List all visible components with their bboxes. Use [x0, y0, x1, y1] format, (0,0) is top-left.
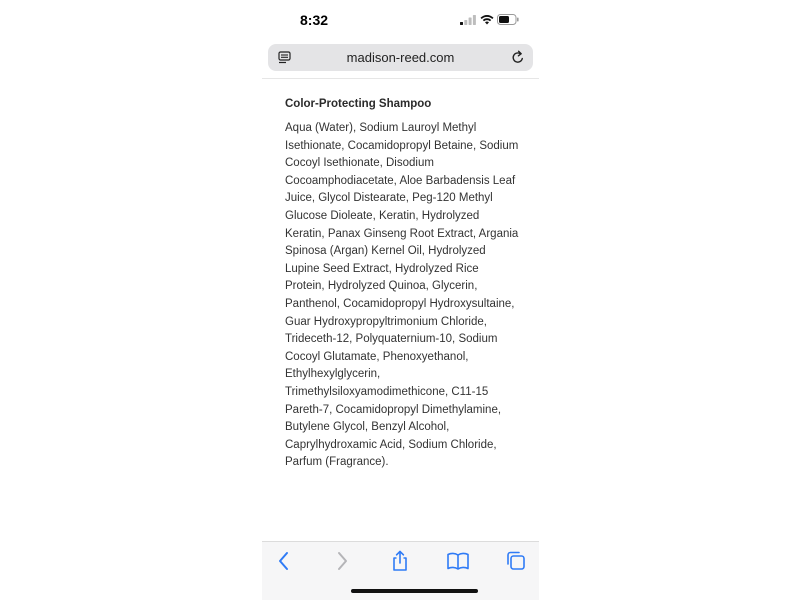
ingredients-text: Aqua (Water), Sodium Lauroyl Methyl Isethionate, Cocamidopropyl Betaine, Sodium Cocoyl Isethionate, Disodium Cocoamphodiacetate, Aloe Barbadensis Leaf Juice, Glycol Distearate, Peg-120 Methyl Glucose Dioleate, Keratin, Hydrolyzed Keratin, Panax Ginseng Root Extract, Argania Spinosa (Argan) Kernel Oil, Hydrolyzed Lupine Seed Extract, Hydrolyzed Rice Protein, Hydrolyzed Quinoa, Glycerin, Panthenol, Cocamidopropyl Hydroxysultaine, Guar Hydroxypropyltrimonium Chloride, Trideceth-12, Polyquaternium-10, Sodium Cocoyl Glutamate, Phenoxyethanol, Ethylhexylglycerin, Trimethylsiloxyamodimethicone, C11-15 Pareth-7, Cocamidopropyl Dimethylamine, Butylene Glycol, Benzyl Alcohol, Caprylhydroxamic Acid, Sodium Chloride, Parfum (Fragrance). — [285, 122, 519, 469]
forward-icon[interactable] — [330, 550, 354, 572]
battery-icon — [497, 14, 519, 25]
bookmarks-icon[interactable] — [446, 550, 470, 572]
status-time: 8:32 — [300, 12, 329, 28]
page-content — [285, 96, 520, 472]
product-title: Color-Protecting Shampoo — [285, 98, 432, 110]
share-icon[interactable] — [388, 550, 412, 572]
wifi-icon — [480, 14, 494, 25]
back-icon[interactable] — [272, 550, 296, 572]
address-bar[interactable] — [268, 44, 533, 71]
status-bar — [262, 0, 539, 40]
signal-icon — [460, 15, 476, 25]
header-divider — [262, 78, 539, 79]
tabs-icon[interactable] — [504, 550, 528, 572]
home-indicator[interactable] — [351, 589, 478, 593]
reload-icon[interactable] — [511, 50, 525, 65]
url-text[interactable]: madison-reed.com — [346, 50, 455, 65]
phone-screen — [262, 0, 539, 600]
